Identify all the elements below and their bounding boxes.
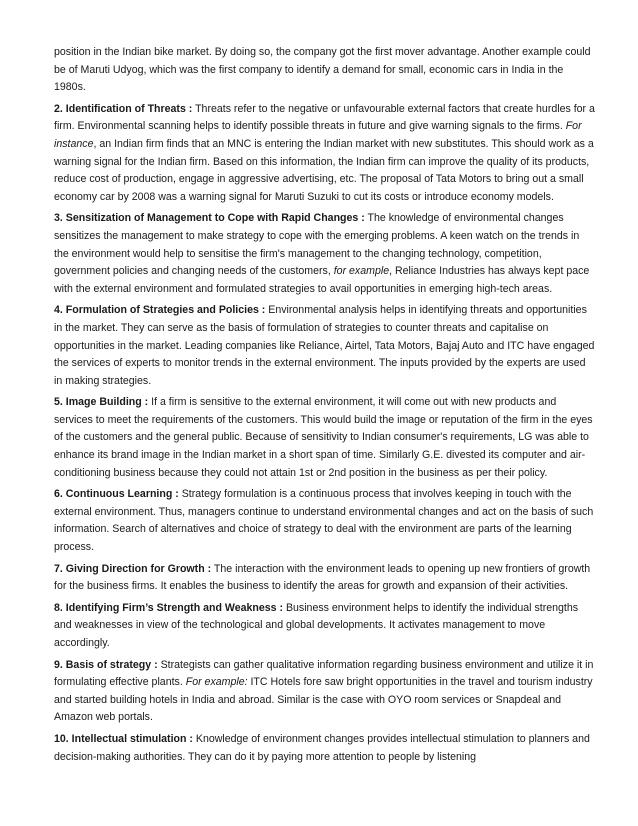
section-text: Knowledge of environment changes provides intellectual stimulation to planners and decision-making authorities. They can do it by paying more attention to people by listening [54, 732, 590, 763]
section-heading: 9. Basis of strategy : [54, 658, 158, 671]
section-text: Environmental analysis helps in identifying threats and opportunities in the market. They can serve as the basis of formulation of strategies to counter threats and capitalise on opportunities in the market. Leading companies like Reliance, Airtel, Tata Motors, Bajaj Auto and ITC have engaged the services of experts to monitor trends in the external environment. The inputs provided by the experts are used in making strategies. [54, 304, 595, 387]
section-emphasis: For instance [54, 120, 582, 150]
section-text: The knowledge of environmental changes sensitizes the management to make strategy to cope with the emerging problems. A keen watch on the trends in the environment would help to sensitise the firm's management to the changing technology, competition, government policies and changing needs of the customers, [54, 212, 580, 278]
section-paragraph [54, 394, 596, 482]
section-text: Strategy formulation is a continuous process that involves keeping in touch with the external environment. Thus, managers continue to understand environmental changes and act on the basis of such information. Search of alternatives and choice of strategy to deal with the environment are parts of the learning process. [54, 488, 594, 554]
section-paragraph [54, 302, 596, 390]
section-emphasis: For example: [185, 676, 248, 689]
section-heading: 5. Image Building : [54, 396, 149, 409]
section-text-continued: , Reliance Industries has always kept pace with the external environment and formulated strategies to avail opportunities in emerging high-tech areas. [54, 265, 590, 295]
section-paragraph [54, 101, 596, 207]
section-text-continued: ITC Hotels fore saw bright opportunities in the travel and tourism industry and started building hotels in India and abroad. Similar is the case with OYO room services or Snapdeal and Amazon web portals. [54, 676, 593, 724]
intro-paragraph: position in the Indian bike market. By doing so, the company got the first mover advantage. Another example could be of Maruti Udyog, which was the first company to identify a demand for small, economic cars in India in the 1980s. [54, 46, 591, 94]
section-text: Business environment helps to identify the individual strengths and weaknesses in view of the technological and global developments. It activates management to move accordingly. [54, 601, 579, 649]
section-text: The interaction with the environment leads to opening up new frontiers of growth for the business firms. It enables the business to identify the areas for growth and expansion of their activities. [54, 562, 591, 593]
section-heading: 3. Sensitization of Management to Cope with Rapid Changes : [54, 212, 365, 225]
section-heading: 8. Identifying Firm’s Strength and Weakness : [54, 601, 283, 614]
section-paragraph [54, 600, 596, 653]
section-heading: 4. Formulation of Strategies and Policies : [54, 304, 266, 317]
section-text-continued: , an Indian firm finds that an MNC is entering the Indian market with new substitutes. This should work as a warning signal for the Indian firm. Based on this information, the Indian firm can improve the quality of its products, reduce cost of production, engage in aggressive advertising, etc. The proposal of Tata Motors to bring out a small economy car by 2008 was a warning signal for Maruti Suzuki to cut its costs or introduce economy models. [54, 137, 594, 203]
section-heading: 7. Giving Direction for Growth : [54, 562, 212, 575]
section-text: If a firm is sensitive to the external environment, it will come out with new products and services to meet the requirements of the customers. This would build the image or reputation of the firm in the eyes of the customers and the general public. Because of sensitivity to Indian consumer's requirements, LG was able to enhance its brand image in the Indian market in a short span of time. Similarly G.E. divested its computer and air- conditioning business because they could not attain 1st or 2nd position in the business as per their policy. [54, 396, 593, 479]
section-paragraph [54, 657, 596, 727]
section-emphasis: for example [333, 265, 390, 278]
section-text: Strategists can gather qualitative information regarding business environment and utilize it in formulating effective plants. [54, 658, 594, 689]
section-paragraph [54, 486, 596, 556]
section-paragraph [54, 210, 596, 298]
section-paragraph [54, 561, 596, 596]
section-heading: 6. Continuous Learning : [54, 488, 179, 501]
section-heading: 2. Identification of Threats : [54, 102, 193, 115]
section-heading: 10. Intellectual stimulation : [54, 732, 193, 745]
section-paragraph [54, 731, 596, 766]
section-text: Threats refer to the negative or unfavourable external factors that create hurdles for a firm. Environmental scanning helps to identify possible threats in future and give warning signals to the firms. [54, 102, 595, 133]
